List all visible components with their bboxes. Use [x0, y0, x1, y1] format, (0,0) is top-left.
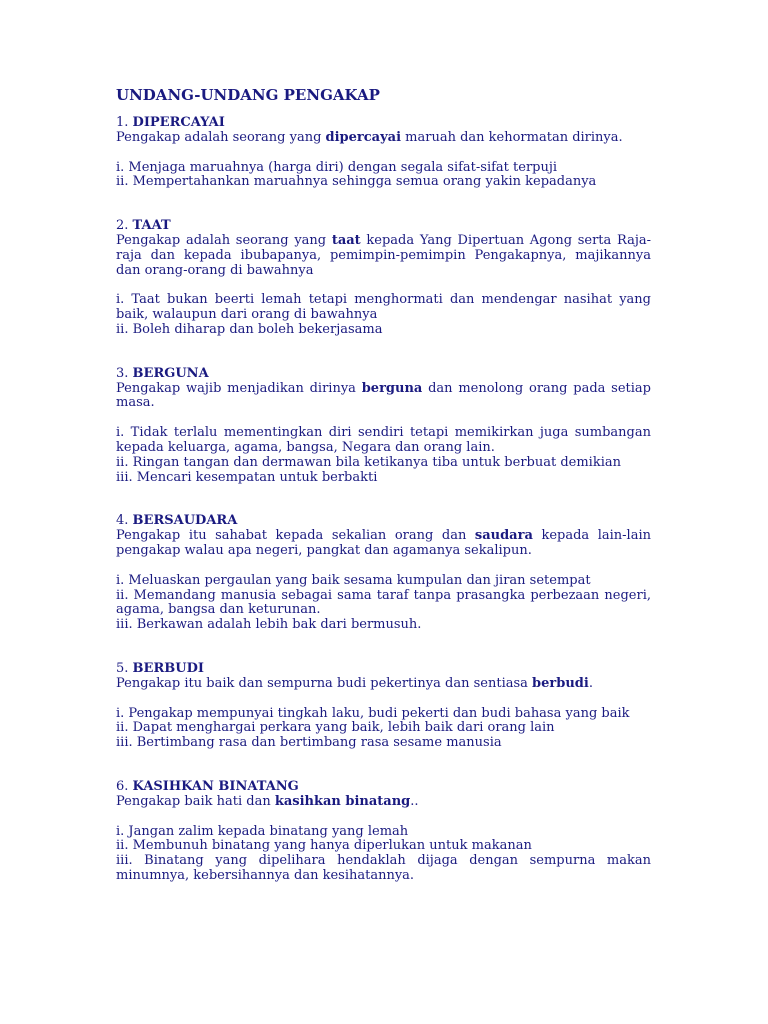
description-keyword: kasihkan binatang [274, 793, 411, 809]
law-section-3 [116, 367, 651, 486]
list-item: i. Jangan zalim kepada binatang yang lemah [116, 823, 409, 839]
description-text: maruah dan kehormatan dirinya. [401, 129, 623, 145]
section-name: BERGUNA [132, 365, 209, 381]
description-text: Pengakap wajib menjadikan dirinya [116, 380, 362, 396]
section-number: 5. [116, 660, 129, 676]
section-description [116, 131, 651, 146]
section-heading [116, 514, 651, 529]
section-number: 2. [116, 218, 129, 234]
description-text: kepada lain-lain pengakap walau apa negeri, pangkat dan agamanya sekalipun. [116, 528, 651, 558]
list-item: ii. Ringan tangan dan dermawan bila ketikanya tiba untuk berbuat demikian [116, 454, 621, 470]
section-description [116, 677, 651, 692]
section-description [116, 795, 651, 810]
list-item: ii. Membunuh binatang yang hanya diperlukan untuk makanan [116, 838, 532, 854]
list-item: iii. Binatang yang dipelihara hendaklah dijaga dengan sempurna makan minumnya, kebersihannya dan kesihatannya. [116, 853, 651, 883]
list-item: i. Pengakap mempunyai tingkah laku, budi pekerti dan budi bahasa yang baik [116, 705, 630, 721]
list-item: i. Menjaga maruahnya (harga diri) dengan segala sifat-sifat terpuji [116, 159, 558, 175]
section-heading [116, 662, 651, 677]
section-number: 6. [116, 778, 129, 794]
description-keyword: taat [331, 232, 361, 248]
list-item: ii. Memandang manusia sebagai sama taraf tanpa prasangka perbezaan negeri, agama, bangsa dan keturunan. [116, 587, 651, 618]
list-item: i. Taat bukan beerti lemah tetapi menghormati dan mendengar nasihat yang baik, walaupun dari orang di bawahnya [116, 292, 651, 323]
list-item: iii. Bertimbang rasa dan bertimbang rasa sesame manusia [116, 735, 502, 751]
section-heading [116, 219, 651, 234]
list-item: ii. Dapat menghargai perkara yang baik, lebih baik dari orang lain [116, 720, 555, 736]
section-name: DIPERCAYAI [132, 115, 225, 130]
law-section-4 [116, 514, 651, 633]
description-text: Pengakap baik hati dan [116, 793, 275, 809]
description-text: dan menolong orang pada setiap masa. [116, 380, 651, 411]
description-text: Pengakap itu baik dan sempurna budi pekertinya dan sentiasa [116, 675, 533, 691]
description-keyword: saudara [474, 528, 533, 544]
description-keyword: dipercayai [325, 129, 402, 145]
list-item: ii. Mempertahankan maruahnya sehingga semua orang yakin kepadanya [116, 174, 597, 190]
description-text: kepada Yang Dipertuan Agong serta Raja-raja dan kepada ibubapanya, pemimpin-pemimpin Pengakapnya, majikannya dan orang-orang di bawahnya [116, 232, 651, 278]
document-page [116, 86, 651, 884]
description-text: . [588, 675, 593, 691]
list-item: ii. Boleh diharap dan boleh bekerjasama [116, 321, 383, 337]
section-heading [116, 116, 651, 131]
section-description [116, 529, 651, 559]
section-description [116, 234, 651, 278]
section-number: 1. [116, 115, 129, 130]
description-keyword: berbudi [532, 675, 589, 691]
description-text: Pengakap adalah seorang yang [116, 129, 326, 145]
section-points [116, 707, 651, 751]
list-item: iii. Mencari kesempatan untuk berbakti [116, 469, 378, 485]
section-heading [116, 780, 651, 795]
section-name: BERSAUDARA [132, 513, 238, 529]
law-section-5 [116, 662, 651, 751]
description-text: Pengakap itu sahabat kepada sekalian orang dan [116, 528, 475, 544]
section-points [116, 825, 651, 884]
section-points [116, 426, 651, 485]
section-description [116, 382, 651, 412]
section-name: KASIHKAN BINATANG [132, 778, 299, 794]
section-name: BERBUDI [132, 660, 204, 676]
section-number: 4. [116, 513, 129, 529]
law-section-1 [116, 116, 651, 190]
description-text: .. [410, 793, 419, 809]
description-keyword: berguna [361, 380, 423, 396]
list-item: iii. Berkawan adalah lebih bak dari bermusuh. [116, 617, 422, 633]
list-item: i. Meluaskan pergaulan yang baik sesama kumpulan dan jiran setempat [116, 572, 591, 588]
section-name: TAAT [132, 218, 171, 234]
section-points [116, 293, 651, 337]
law-section-6 [116, 780, 651, 884]
section-points [116, 574, 651, 633]
list-item: i. Tidak terlalu mementingkan diri sendiri tetapi memikirkan juga sumbangan kepada keluarga, agama, bangsa, Negara dan orang lain. [116, 425, 651, 455]
section-heading [116, 367, 651, 382]
section-points [116, 161, 651, 191]
section-number: 3. [116, 365, 129, 381]
document-title: UNDANG-UNDANG PENGAKAP [116, 86, 380, 104]
law-section-2 [116, 219, 651, 338]
description-text: Pengakap adalah seorang yang [116, 232, 332, 248]
